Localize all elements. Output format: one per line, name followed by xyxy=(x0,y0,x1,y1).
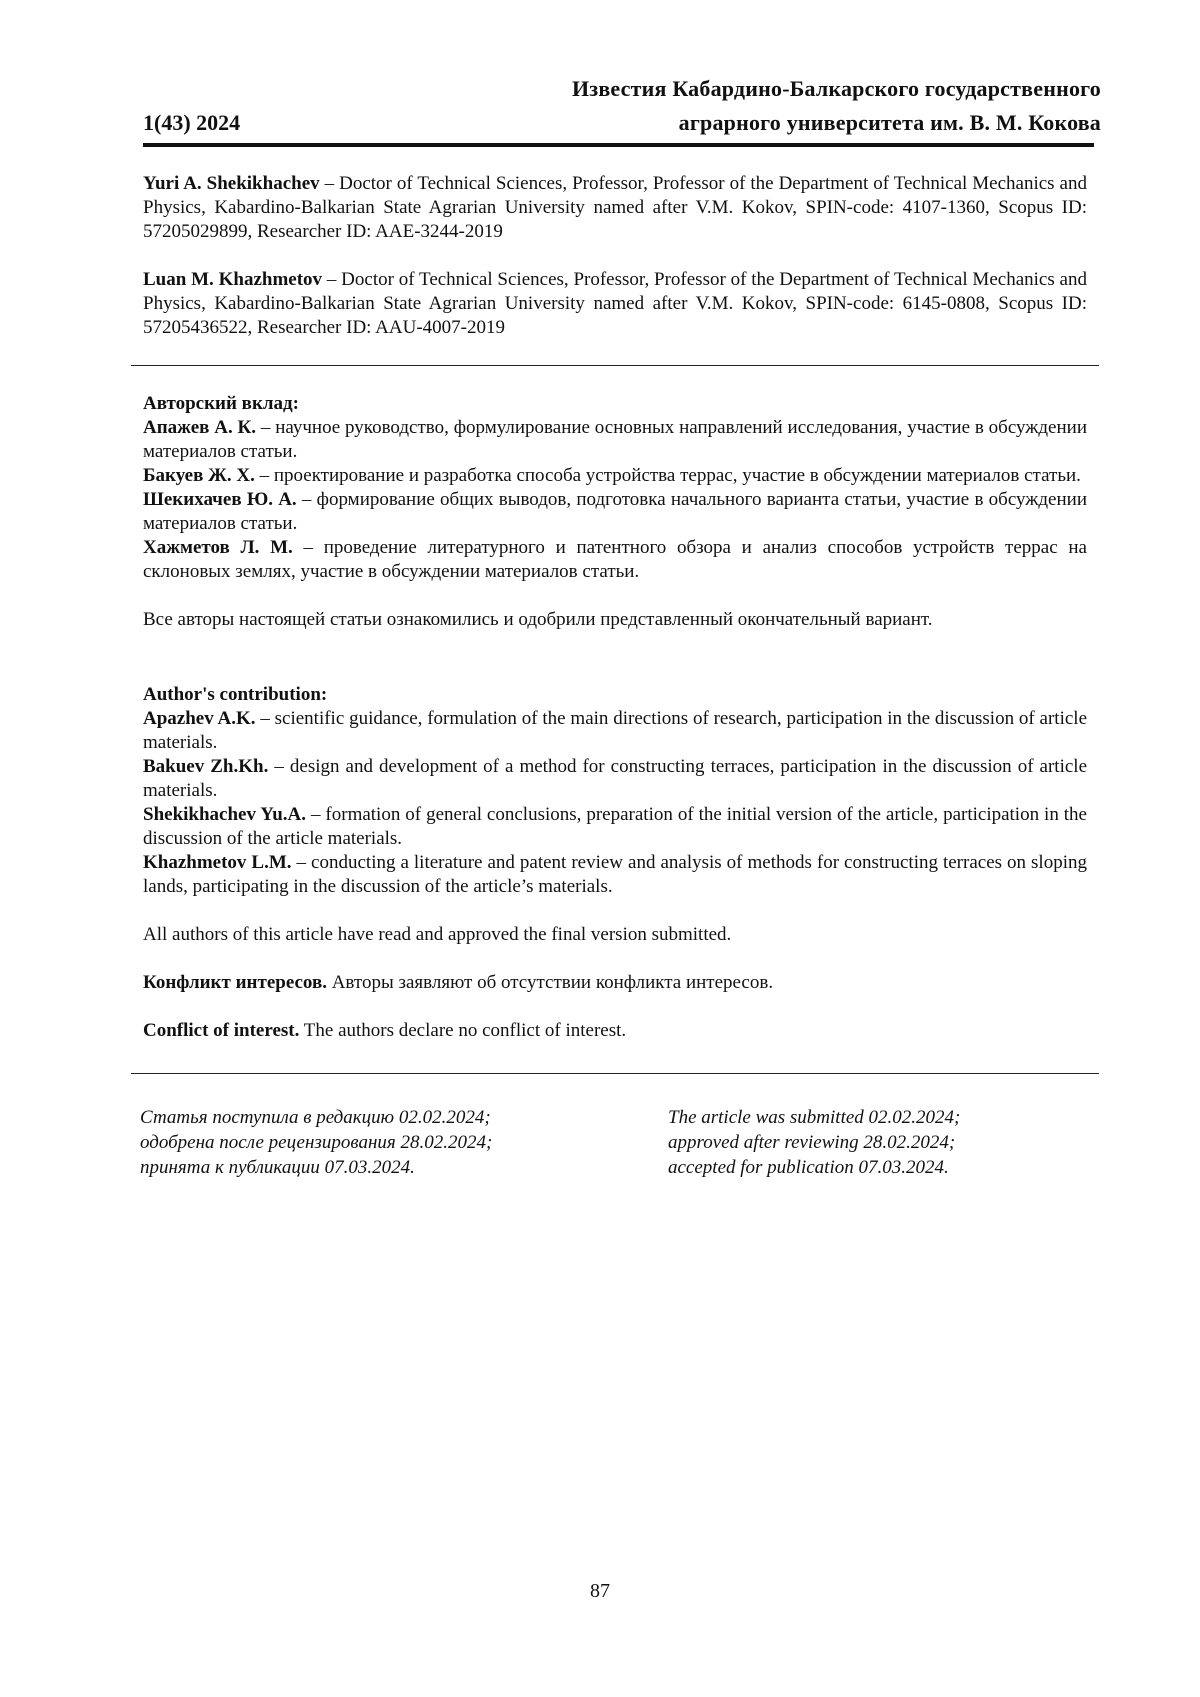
conflict-text-en: The authors declare no conflict of interest. xyxy=(299,1020,626,1041)
contributor-name: Bakuev Zh.Kh. xyxy=(143,756,268,777)
section-divider xyxy=(131,1073,1099,1074)
conflict-en xyxy=(143,1019,1087,1043)
contribution-item xyxy=(143,488,1087,536)
author-name: Yuri A. Shekikhachev xyxy=(143,173,320,194)
contribution-text: – проектирование и разработка способа устройства террас, участие в обсуждении материалов статьи. xyxy=(255,465,1081,486)
conflict-ru xyxy=(143,971,1087,995)
author-name: Luan M. Khazhmetov xyxy=(143,269,322,290)
date-line: approved after reviewing 28.02.2024; xyxy=(668,1130,960,1155)
author-details: – Doctor of Technical Sciences, Professor, Professor of the Department of Technical Mechanics and Physics, Kabardino-Balkarian State Agrarian University named after V.M. Kokov, SPIN-code: 4107-1360, Scopus ID: 57205029899, Researcher ID: AAE-3244-2019 xyxy=(143,173,1087,242)
contribution-text: – научное руководство, формулирование основных направлений исследования, участие в обсуждении материалов статьи. xyxy=(143,417,1087,462)
dates-en xyxy=(668,1105,960,1180)
date-line: одобрена после рецензирования 28.02.2024; xyxy=(140,1130,492,1155)
contributor-name: Apazhev A.K. xyxy=(143,708,256,729)
journal-title xyxy=(572,72,1101,140)
section-divider xyxy=(131,365,1099,366)
dates-ru xyxy=(140,1105,492,1180)
contributor-name: Апажев А. К. xyxy=(143,417,256,438)
contribution-heading-ru: Авторский вклад: xyxy=(143,392,1087,416)
conflict-label-ru: Конфликт интересов. xyxy=(143,972,327,993)
contribution-item xyxy=(143,851,1087,899)
header-rule xyxy=(143,143,1094,147)
conflict-text-ru: Авторы заявляют об отсутствии конфликта интересов. xyxy=(327,972,773,993)
conflict-label-en: Conflict of interest. xyxy=(143,1020,299,1041)
contribution-text: – формирование общих выводов, подготовка начального варианта статьи, участие в обсуждении материалов статьи. xyxy=(143,489,1087,534)
page-number: 87 xyxy=(0,1580,1200,1603)
approval-ru: Все авторы настоящей статьи ознакомились и одобрили представленный окончательный вариант. xyxy=(143,608,1087,632)
date-line: Статья поступила в редакцию 02.02.2024; xyxy=(140,1105,492,1130)
journal-title-line2: аграрного университета им. В. М. Кокова xyxy=(572,106,1101,140)
author-info xyxy=(143,268,1087,340)
contribution-text: – проведение литературного и патентного обзора и анализ способов устройств террас на склоновых землях, участие в обсуждении материалов статьи. xyxy=(143,537,1087,582)
contribution-item xyxy=(143,755,1087,803)
journal-title-line1: Известия Кабардино-Балкарского государственного xyxy=(572,72,1101,106)
contribution-text: – conducting a literature and patent review and analysis of methods for constructing terraces on sloping lands, participating in the discussion of the article’s materials. xyxy=(143,852,1087,897)
approval-en: All authors of this article have read and approved the final version submitted. xyxy=(143,923,1087,947)
contribution-item xyxy=(143,536,1087,584)
contributor-name: Shekikhachev Yu.A. xyxy=(143,804,306,825)
contribution-item xyxy=(143,416,1087,464)
contribution-en-block xyxy=(143,683,1087,1043)
contribution-text: – design and development of a method for constructing terraces, participation in the discussion of article materials. xyxy=(143,756,1087,801)
issue-number: 1(43) 2024 xyxy=(143,106,240,140)
contributor-name: Khazhmetov L.M. xyxy=(143,852,292,873)
contribution-ru-block xyxy=(143,392,1087,632)
author-details: – Doctor of Technical Sciences, Professor, Professor of the Department of Technical Mechanics and Physics, Kabardino-Balkarian State Agrarian University named after V.M. Kokov, SPIN-code: 6145-0808, Scopus ID: 57205436522, Researcher ID: AAU-4007-2019 xyxy=(143,269,1087,338)
document-page xyxy=(0,0,1200,1697)
contributor-name: Хажметов Л. М. xyxy=(143,537,293,558)
contribution-heading-en: Author's contribution: xyxy=(143,683,1087,707)
author-info xyxy=(143,172,1087,244)
contribution-text: – scientific guidance, formulation of the main directions of research, participation in the discussion of article materials. xyxy=(143,708,1087,753)
contribution-item xyxy=(143,464,1087,488)
contributor-name: Бакуев Ж. Х. xyxy=(143,465,255,486)
contribution-item xyxy=(143,707,1087,755)
date-line: принята к публикации 07.03.2024. xyxy=(140,1155,492,1180)
date-line: The article was submitted 02.02.2024; xyxy=(668,1105,960,1130)
contribution-item xyxy=(143,803,1087,851)
date-line: accepted for publication 07.03.2024. xyxy=(668,1155,960,1180)
contribution-text: – formation of general conclusions, preparation of the initial version of the article, participation in the discussion of the article materials. xyxy=(143,804,1087,849)
contributor-name: Шекихачев Ю. А. xyxy=(143,489,297,510)
author-info-block xyxy=(143,172,1087,340)
